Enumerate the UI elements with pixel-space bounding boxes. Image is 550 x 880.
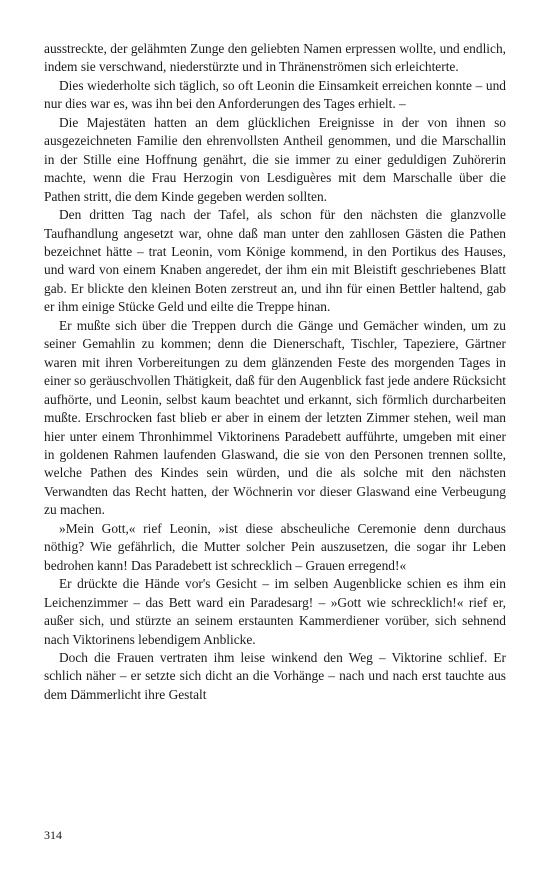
paragraph-7: Er drückte die Hände vor's Gesicht – im selben Augenblicke schien es ihm ein Leichenzimmer – das Bett ward ein Paradesarg! – »Gott wie schrecklich!« rief er, außer sich, und stürzte an seinem erstaunten Kammerdiener vorüber, sich sehnend nach Viktorinens lebendigem Anblicke. (44, 576, 506, 647)
paragraph-4: Den dritten Tag nach der Tafel, als schon für den nächsten die glanzvolle Taufhandlung angesetzt war, ohne daß man unter den zahllosen Gästen die Pathen bezeichnet hätte – trat Leonin, vom Könige kommend, in den Portikus des Hauses, und ward von einem Knaben angeredet, der ihm ein mit Bleistift geschriebenes Blatt gab. Er blickte den kleinen Boten zerstreut an, und ihn für einen Bettler haltend, gab er ihm einige Stücke Geld und eilte die Treppe hinan. (44, 207, 506, 315)
page-body (44, 40, 506, 704)
paragraph-8: Doch die Frauen vertraten ihm leise winkend den Weg – Viktorine schlief. Er schlich näher – er setzte sich dicht an die Vorhänge – nach und nach erst tauchte aus dem Dämmerlicht ihre Gestalt (44, 649, 506, 702)
paragraph-5: Er mußte sich über die Treppen durch die Gänge und Gemächer winden, um zu seiner Gemahlin zu kommen; denn die Dienerschaft, Tischler, Tapeziere, Gärtner waren mit ihren Vorbereitungen zu dem glänzenden Feste des morgenden Tages in einer so geräuschvollen Thätigkeit, daß für den Augenblick fast jede andere Rücksicht aufhörte, und Leonin, selbst kaum beachtet und erkannt, sich förmlich durcharbeiten mußte. Erschrocken fast blieb er aber in einem der letzten Zimmer stehen, weil man hier unter einem Thronhimmel Viktorinens Paradebett aufführte, umgeben mit einer in goldenen Rahmen laufenden Glaswand, die sie von den Personen trennen sollte, welche Pathen des Kindes sein würden, und die als solche mit den nächsten Verwandten das Recht hatten, der Wöchnerin vor dieser Glaswand eine Verbeugung zu machen. (44, 317, 506, 518)
paragraph-2: Dies wiederholte sich täglich, so oft Leonin die Einsamkeit erreichen konnte – und nur dies war es, was ihn bei den Anforderungen des Tages erhielt. – (44, 77, 506, 112)
page-number: 314 (44, 828, 62, 842)
paragraph-6: »Mein Gott,« rief Leonin, »ist diese abscheuliche Ceremonie denn durchaus nöthig? Wie gefährlich, die Mutter solcher Pein auszusetzen, die sogar ihr Leben bedrohen kann! Das Paradebett ist schrecklich – Grauen erregend!« (44, 520, 506, 573)
paragraph-3: Die Majestäten hatten an dem glücklichen Ereignisse in der von ihnen so ausgezeichneten Familie den ehrenvollsten Antheil genommen, und die Marschallin in der Stille eine Hoffnung genährt, die sie immer zu einer geduldigen Zuhörerin machte, wenn die Frau Herzogin von Lesdiguères mit dem Marschalle über die Pathen stritt, die dem Kinde gegeben werden sollten. (44, 114, 506, 204)
paragraph-1: ausstreckte, der gelähmten Zunge den geliebten Namen erpressen wollte, und endlich, indem sie verschwand, niederstürzte und in Thränenströmen sich erleichterte. (44, 41, 506, 75)
